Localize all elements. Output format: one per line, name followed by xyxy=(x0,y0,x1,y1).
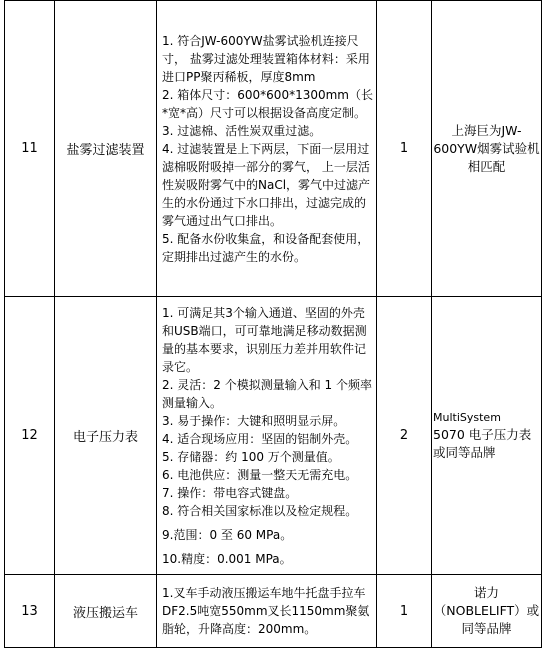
table-row xyxy=(5,297,542,575)
param-line: 6. 电池供应：测量一整天无需充电。 xyxy=(162,467,358,482)
item-brand xyxy=(432,297,542,575)
param-line: 2. 灵活：2 个模拟测量输入和 1 个频率测量输入。 xyxy=(162,377,372,410)
table-row xyxy=(5,1,542,297)
param-line: 5. 存储器：约 100 万个测量值。 xyxy=(162,449,340,464)
table-row xyxy=(5,575,542,648)
item-name: 电子压力表 xyxy=(55,297,157,575)
param-line: 1. 可满足其3个输入通道、坚固的外壳和USB端口，可可靠地满足移动数据测量的基本要求，识别压力差并用软件记录它。 xyxy=(162,305,367,374)
param-line: 4. 适合现场应用：坚固的铝制外壳。 xyxy=(162,431,358,446)
spec-table xyxy=(4,0,542,648)
item-quantity: 1 xyxy=(377,1,432,297)
item-parameters xyxy=(157,297,377,575)
param-line: 4. 过滤装置是上下两层，下面一层用过滤棉吸附吸掉一部分的雾气， 上一层活性炭吸附雾气中的NaCl，雾气中过滤产生的水份通过下水口排出，过滤完成的雾气通过出气口排出。 xyxy=(162,141,371,228)
item-quantity: 2 xyxy=(377,297,432,575)
row-number: 12 xyxy=(5,297,55,575)
param-line: 8. 符合相关国家标准以及检定规程。 xyxy=(162,503,358,518)
param-line: 2. 箱体尺寸：600*600*1300mm（长*宽*高）尺寸可以根据设备高度定制。 xyxy=(162,87,373,120)
item-brand: 诺力（NOBLELIFT）或同等品牌 xyxy=(432,575,542,648)
row-number: 13 xyxy=(5,575,55,648)
item-name: 液压搬运车 xyxy=(55,575,157,648)
item-parameters xyxy=(157,1,377,297)
brand-model: 5070 电子压力表或同等品牌 xyxy=(433,426,532,460)
param-line: 7. 操作：带电容式键盘。 xyxy=(162,485,298,500)
brand-name: MultiSystem xyxy=(433,410,501,424)
param-line: 1. 符合JW-600YW盐雾试验机连接尺寸， 盐雾过滤处理装置箱体材料：采用进口PP聚丙稀板，厚度8mm xyxy=(162,33,370,84)
item-name: 盐雾过滤装置 xyxy=(55,1,157,297)
row-number: 11 xyxy=(5,1,55,297)
param-line: 3. 易于操作：大键和照明显示屏。 xyxy=(162,413,346,428)
param-line: 10.精度：0.001 MPa。 xyxy=(162,551,292,566)
item-brand: 上海巨为JW-600YW烟雾试验机相匹配 xyxy=(432,1,542,297)
param-line: 3. 过滤棉、活性炭双重过滤。 xyxy=(162,123,322,138)
param-line: 1.叉车手动液压搬运车地牛托盘手拉车DF2.5吨宽550mm叉长1150mm聚氨脂轮，升降高度：200mm。 xyxy=(162,586,370,636)
item-parameters xyxy=(157,575,377,648)
param-line: 5. 配备水份收集盒，和设备配套使用，定期排出过滤产生的水份。 xyxy=(162,231,370,264)
param-line: 9.范围：0 至 60 MPa。 xyxy=(162,527,293,542)
item-quantity: 1 xyxy=(377,575,432,648)
